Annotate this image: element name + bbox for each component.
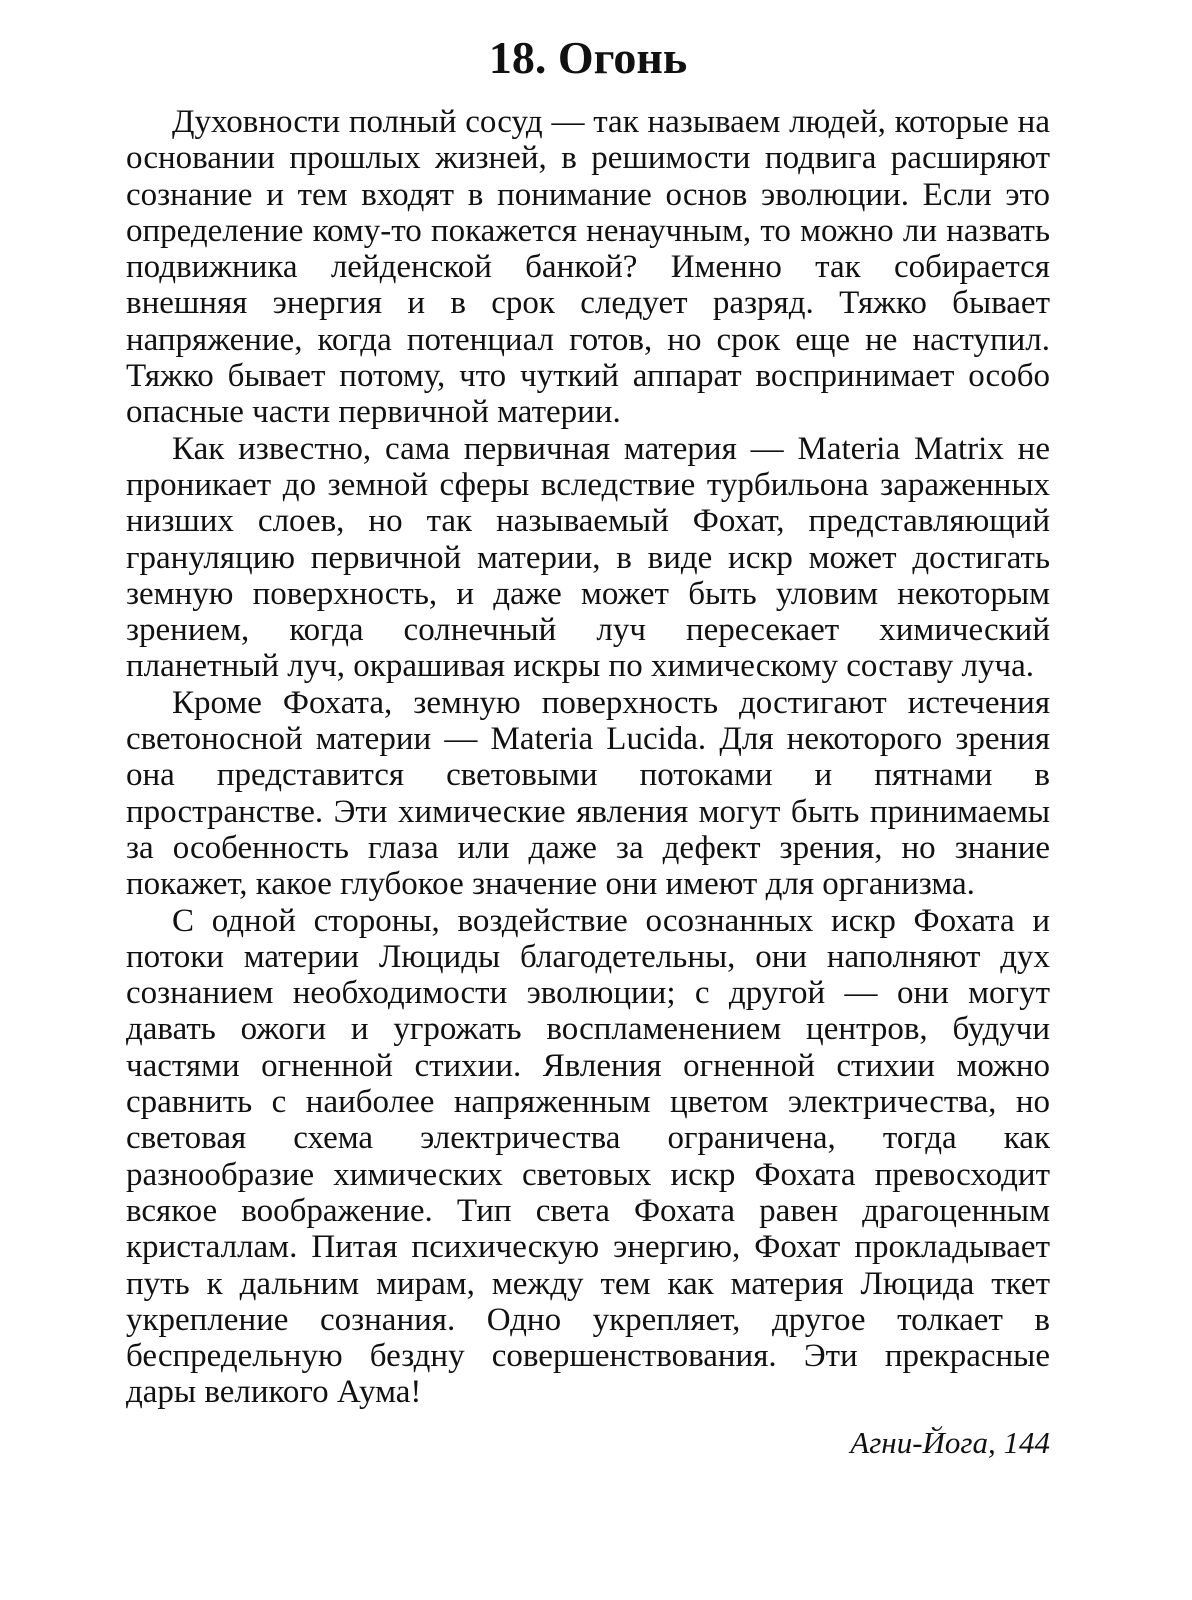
source-citation: Агни-Йога, 144 bbox=[850, 1424, 1050, 1460]
paragraph-4: С одной стороны, воздействие осознанных искр Фохата и потоки материи Люциды благодетельны, они наполняют дух сознанием необходимости эволюции; с другой — они могут давать ожоги и угрожать воспламенением центров, будучи частями огненной стихии. Явления огненной стихии можно сравнить с наиболее напряженным цветом электричества, но световая схема электричества ограничена, тогда как разнообразие химических световых искр Фохата превосходит всякое воображение. Тип света Фохата равен драгоценным кристаллам. Питая психическую энергию, Фохат прокладывает путь к дальним мирам, между тем как материя Люцида ткет укрепление сознания. Одно укрепляет, другое толкает в беспредельную бездну совершенствования. Эти прекрасные дары великого Аума! bbox=[126, 902, 1050, 1411]
paragraph-3: Кроме Фохата, земную поверхность достигают истечения светоносной материи — Materia Lucida. Для некоторого зрения она представится световыми потоками и пятнами в пространстве. Эти химические явления могут быть принимаемы за особенность глаза или даже за дефект зрения, но знание покажет, какое глубокое значение они имеют для организма. bbox=[126, 684, 1050, 903]
paragraph-1: Духовности полный сосуд — так называем людей, которые на основании прошлых жизней, в решимости подвига расширяют сознание и тем входят в понимание основ эволюции. Если это определение кому-то покажется ненаучным, то можно ли назвать подвижника лейденской банкой? Именно так собирается внешняя энергия и в срок следует разряд. Тяжко бывает напряжение, когда потенциал готов, но срок еще не наступил. Тяжко бывает потому, что чуткий аппарат воспринимает особо опасные части первичной материи. bbox=[126, 104, 1050, 431]
page-title: 18. Огонь bbox=[488, 32, 688, 83]
paragraph-2: Как известно, сама первичная материя — Materia Matrix не проникает до земной сферы вследствие турбильона зараженных низших слоев, но так называемый Фохат, представляющий грануляцию первичной материи, в виде искр может достигать земную поверхность, и даже может быть уловим некоторым зрением, когда солнечный луч пересекает химический планетный луч, окрашивая искры по химическому составу луча. bbox=[126, 430, 1050, 685]
document-page bbox=[126, 28, 1050, 1463]
